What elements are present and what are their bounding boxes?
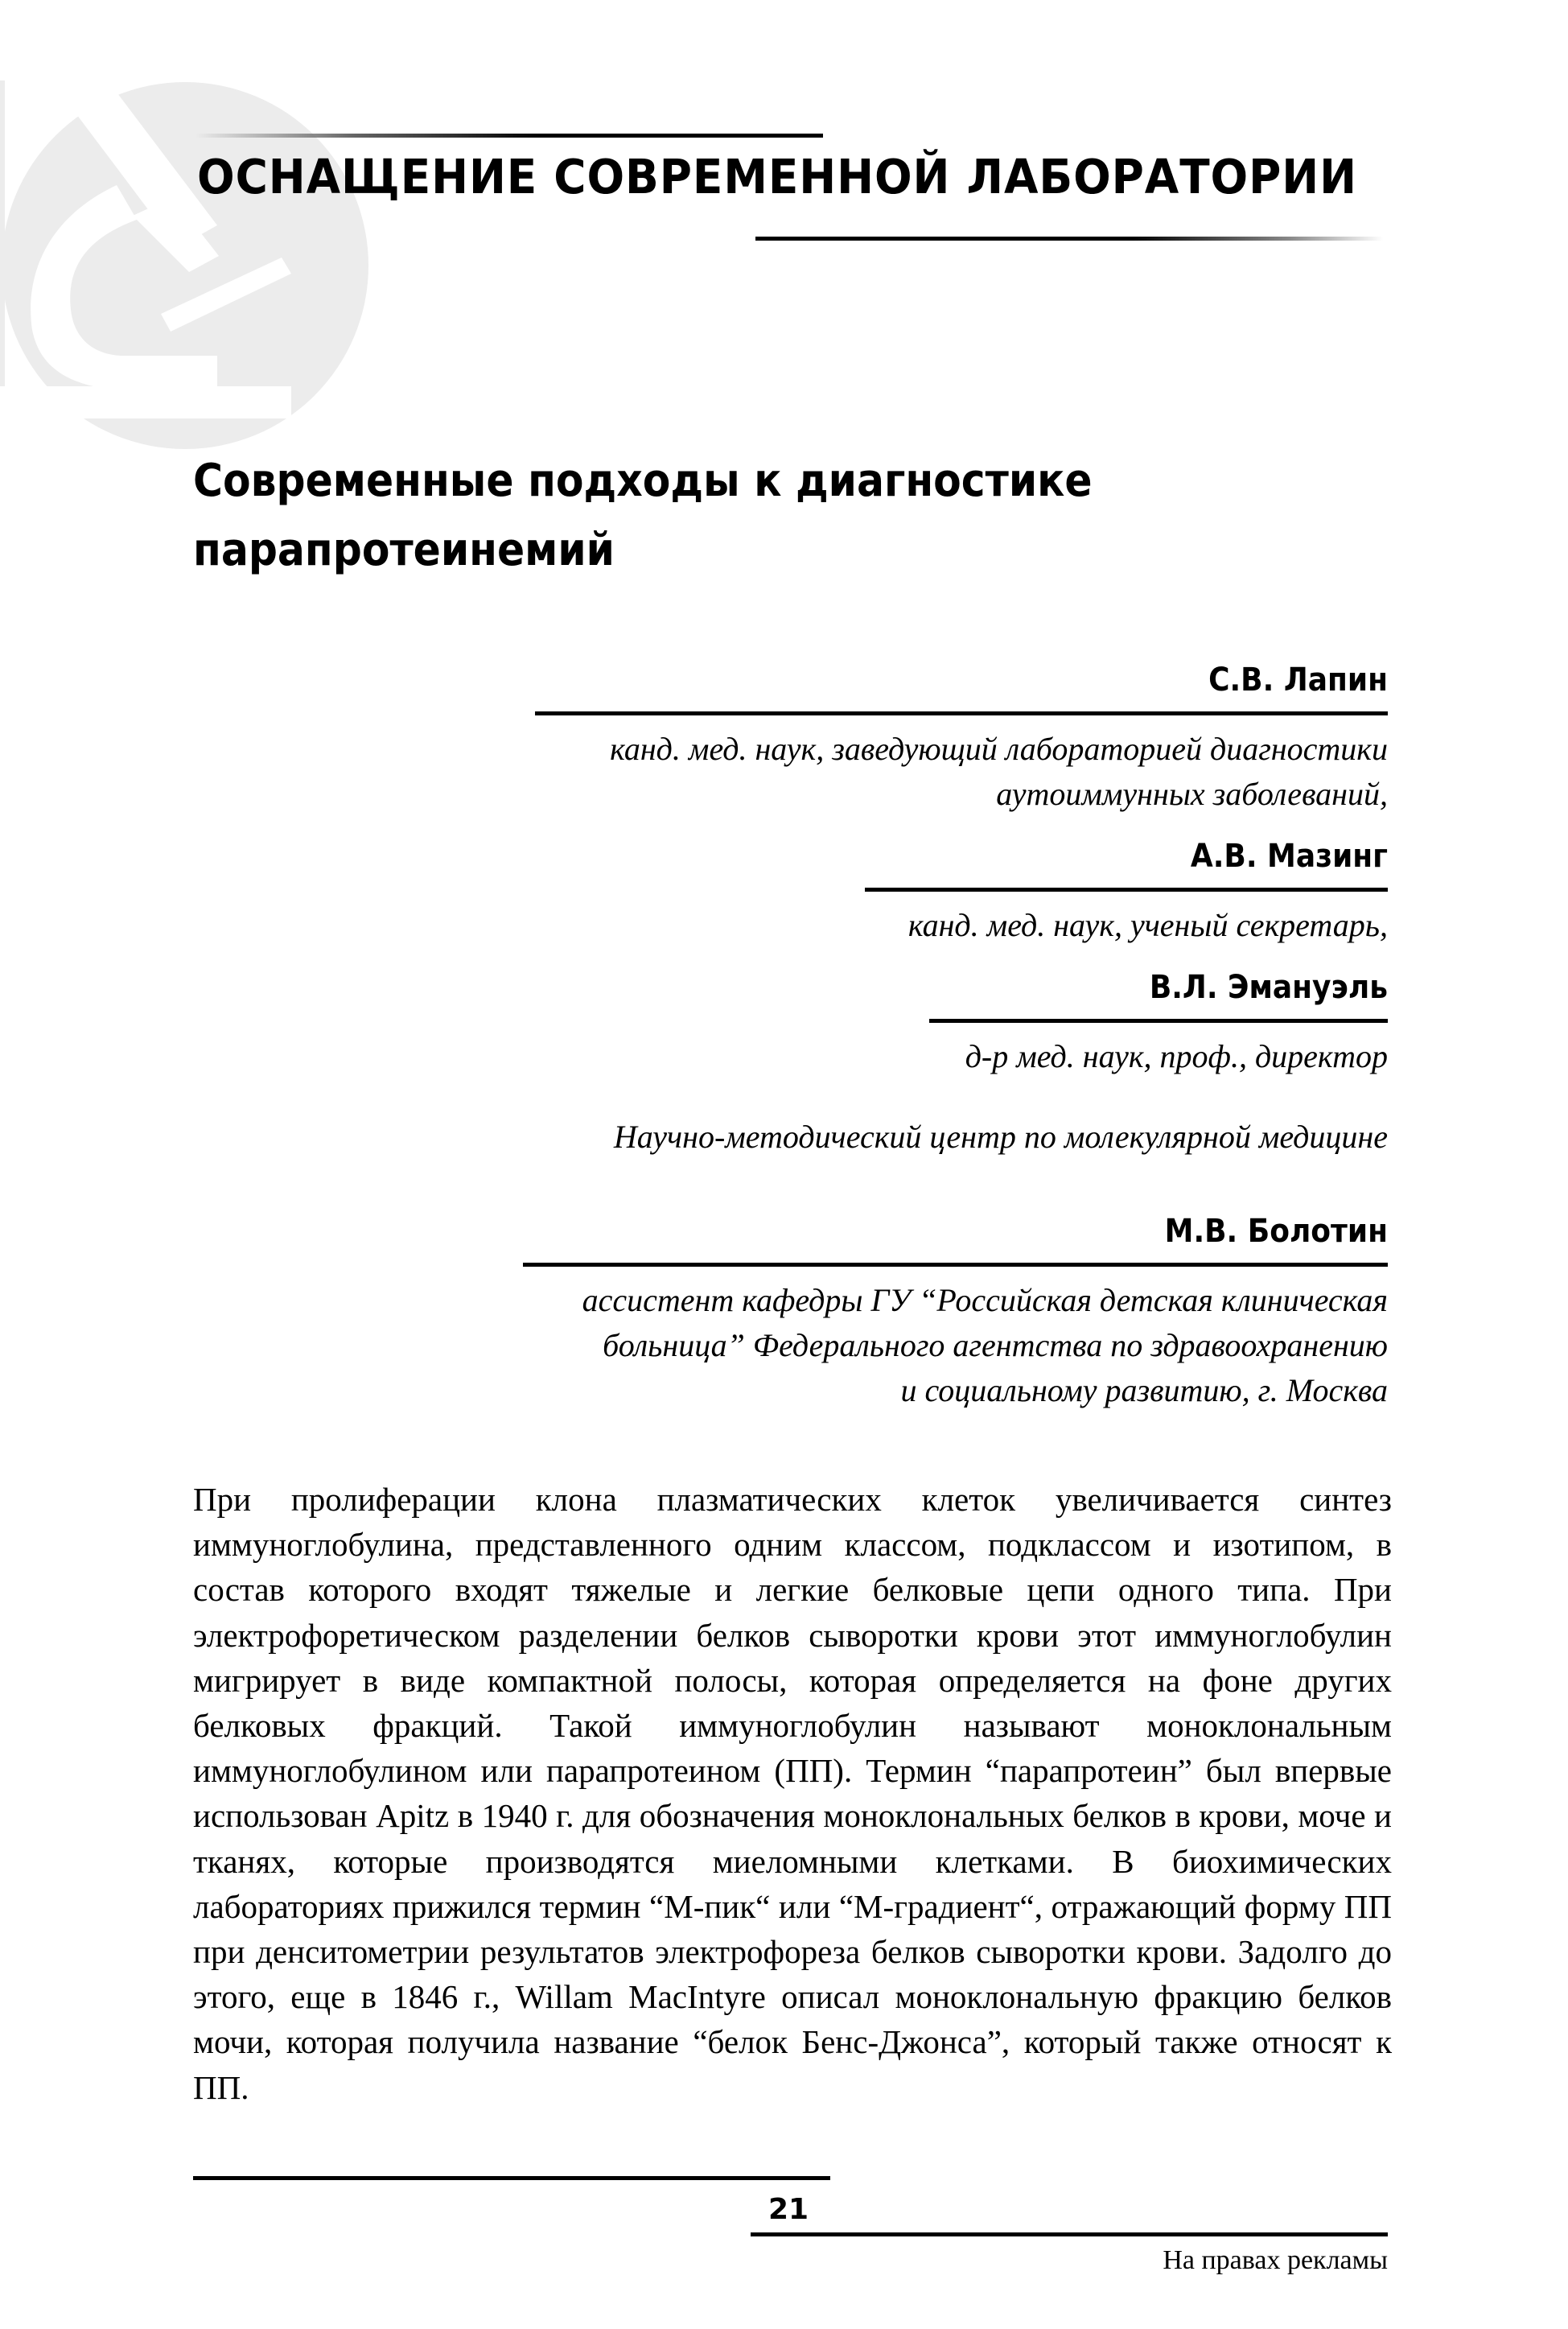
footer-rule-right <box>751 2232 1388 2236</box>
author-name: А.В. Мазинг <box>1190 838 1388 875</box>
page-number: 21 <box>768 2193 809 2226</box>
section-title: ОСНАЩЕНИЕ СОВРЕМЕННОЙ ЛАБОРАТОРИИ <box>197 149 1357 204</box>
author-rule <box>865 888 1388 892</box>
author-name: В.Л. Эмануэль <box>1149 969 1388 1006</box>
author-affiliation: канд. мед. наук, заведующий лабораторией диагностики аутоиммунных заболеваний, <box>610 731 1388 812</box>
author-rule <box>535 711 1388 715</box>
microscope-icon <box>0 32 402 483</box>
header-rule-top <box>195 134 823 138</box>
author-name: М.В. Болотин <box>1164 1213 1388 1250</box>
advertising-note: На правах рекламы <box>1163 2245 1388 2275</box>
footer-rule-left <box>193 2176 830 2180</box>
author-name: С.В. Лапин <box>1208 662 1388 699</box>
author-affiliation: д-р мед. наук, проф., директор <box>965 1038 1388 1074</box>
organization: Научно-методический центр по молекулярной медицине <box>613 1119 1388 1155</box>
header-rule-bottom <box>755 237 1383 241</box>
author-rule <box>523 1263 1388 1267</box>
article-title: Современные подходы к диагностике парапротеинемий <box>193 455 1093 576</box>
body-paragraph: При пролиферации клона плазматических клеток увеличивается синтез иммуноглобулина, представленного одним классом, подклассом и изотипом, в состав которого входят тяжелые и легкие белковые цепи одного типа. При электрофоретическом разделении белков сыворотки крови этот иммуноглобулин мигрирует в виде компактной полосы, которая определяется на фоне других белковых фракций. Такой иммуноглобулин называют моноклональным иммуноглобулином или парапротеином (ПП). Термин “парапротеин” был впервые использован Apitz в 1940 г. для обозначения моноклональных белков в крови, моче и тканях, которые производятся миеломными клетками. В биохимических лабораториях прижился термин “М-пик“ или “М-градиент“, отражающий форму ПП при денситометрии результатов электрофореза белков сыворотки крови. Задолго до этого, еще в 1846 г., Willam MacIntyre описал моноклональную фракцию белков мочи, которая получила название “белок Бенс-Джонса”, который также относят к ПП. <box>193 1481 1392 2106</box>
authors-block <box>503 660 1388 1413</box>
author-rule <box>929 1019 1388 1023</box>
author-affiliation: канд. мед. наук, ученый секретарь, <box>907 907 1388 943</box>
author-affiliation: ассистент кафедры ГУ “Российская детская клиническая больница” Федерального агентства по здравоохранению и социальному развитию, г. Москва <box>582 1282 1388 1408</box>
